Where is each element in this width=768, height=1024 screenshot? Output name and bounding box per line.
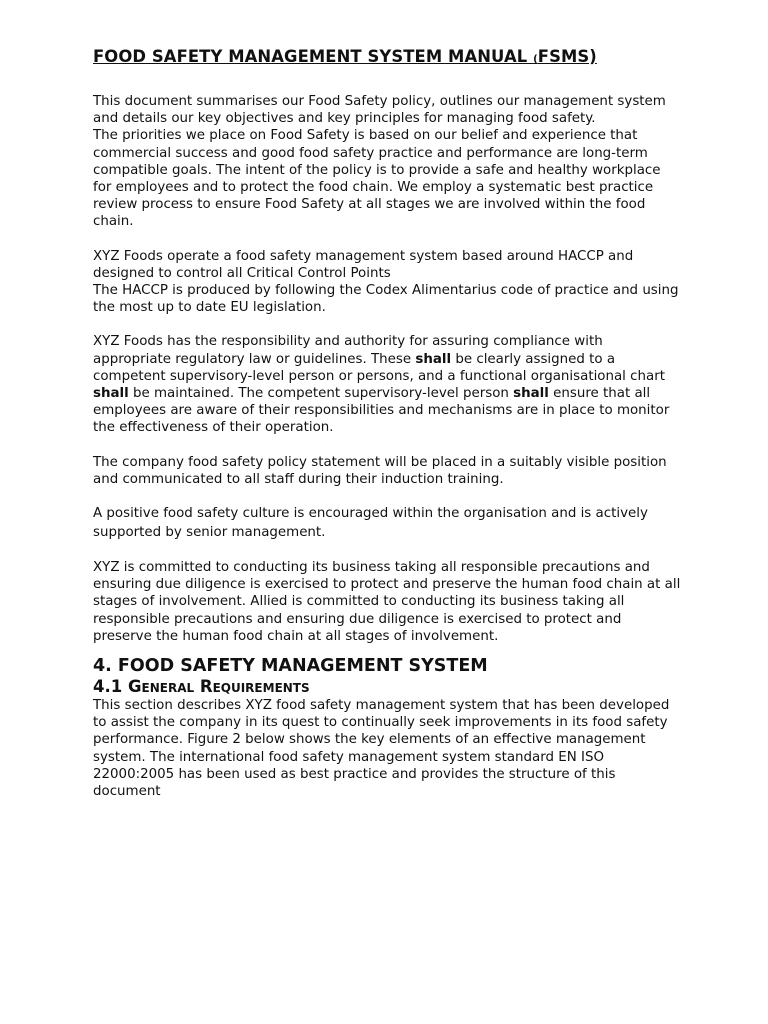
policy-statement-paragraph: The company food safety policy statement will be placed in a suitably visible position and communicated to all staff during their induction training. [93,454,667,487]
haccp-codex-paragraph: The HACCP is produced by following the Codex Alimentarius code of practice and using the most up to date EU legislation. [93,283,679,316]
intro-paragraph: This document summarises our Food Safety policy, outlines our management system and details our key objectives and key principles for managing food safety. [93,94,666,127]
responsibility-text-3: be maintained. The competent supervisory-level person [128,386,514,402]
shall-emphasis: shall [93,386,129,402]
document-title [93,46,683,71]
haccp-system-paragraph: XYZ Foods operate a food safety management system based around HACCP and designed to control all Critical Control Points [93,248,634,281]
commitment-paragraph: XYZ is committed to conducting its business taking all responsible precautions and ensuring due diligence is exercised to protect and preserve the human food chain at all stages of involvement. Allied is committed to conducting its business taking all responsible precautions and ensuring due diligence is exercised to protect and preserve the human food chain at all stages of involvement. [93,560,681,644]
shall-emphasis: shall [415,351,452,367]
title-paren: ( [533,54,538,65]
section-paragraph: This section describes XYZ food safety management system that has been developed to assist the company in its quest to continually seek improvements in its food safety performance. Figure 2 below shows the key elements of an effective management system. The international food safety management system standard EN ISO 22000:2005 has been used as best practice and provides the structure of this document [93,698,670,800]
document-page [93,46,683,800]
paragraph-spacer [93,437,683,454]
shall-emphasis: shall [513,386,549,402]
responsibility-paragraph [93,333,683,436]
responsibility-text-1: XYZ Foods has the responsibility and authority for assuring compliance with appropriate regulatory law or guidelines. These [93,334,603,367]
paragraph-spacer [93,316,683,333]
priorities-paragraph: The priorities we place on Food Safety is based on our belief and experience that commercial success and good food safety practice and performance are long-term compatible goals. The intent of the policy is to provide a safe and healthy workplace for employees and to protect the food chain. We employ a systematic best practice review process to ensure Food Safety at all stages we are involved within the food chain. [93,128,661,230]
title-main: FOOD SAFETY MANAGEMENT SYSTEM MANUAL [93,47,534,66]
title-abbrev: FSMS) [537,47,597,66]
paragraph-spacer [93,488,683,505]
section-heading: 4. FOOD SAFETY MANAGEMENT SYSTEM [93,656,488,677]
paragraph-spacer [93,542,683,559]
subsection-heading: 4.1 General Requirements [93,677,310,697]
culture-paragraph: A positive food safety culture is encouraged within the organisation and is actively supported by senior management. [93,506,648,540]
responsibility-text-2: be clearly assigned to a competent supervisory-level person or persons, and a functional organisational chart [93,351,665,384]
responsibility-text-4: ensure that all employees are aware of their responsibilities and mechanisms are in place to monitor the effectiveness of their operation. [93,386,670,436]
paragraph-spacer [93,231,683,248]
